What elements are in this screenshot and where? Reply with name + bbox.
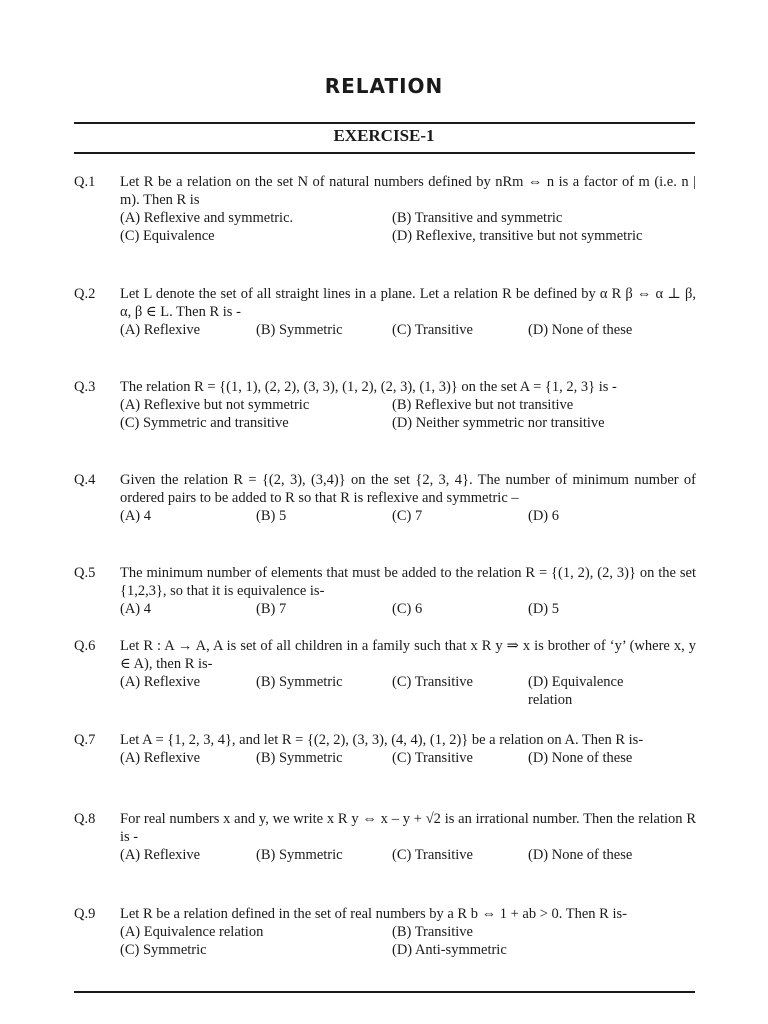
question-5 xyxy=(74,564,696,618)
exercise-heading: EXERCISE-1 xyxy=(333,126,435,145)
option-c: (C) 7 xyxy=(392,508,423,524)
options xyxy=(120,749,696,767)
option-c: (C) Transitive xyxy=(392,322,473,338)
question-8 xyxy=(74,810,696,864)
option-d: (D) 6 xyxy=(528,508,560,524)
question-stem: For real numbers x and y, we write x R y ⇔ x – y + √2 is an irrational number. Then the relation R is - xyxy=(120,811,696,845)
question-4 xyxy=(74,471,696,525)
question-number: Q.3 xyxy=(74,379,96,395)
option-b: (B) 7 xyxy=(256,601,287,617)
question-number: Q.9 xyxy=(74,906,96,922)
option-c: (C) Symmetric and transitive xyxy=(120,415,289,431)
question-number: Q.8 xyxy=(74,811,96,827)
option-a: (A) Reflexive xyxy=(120,322,201,338)
header-rule-top xyxy=(74,122,695,124)
option-c: (C) 6 xyxy=(392,601,423,617)
option-d: (D) None of these xyxy=(528,750,633,766)
options xyxy=(120,321,696,339)
options xyxy=(120,673,696,709)
option-a: (A) 4 xyxy=(120,601,152,617)
question-2 xyxy=(74,285,696,339)
option-a: (A) Reflexive and symmetric. xyxy=(120,210,294,226)
question-1 xyxy=(74,173,696,245)
option-d: (D) None of these xyxy=(528,322,633,338)
question-stem: Let R be a relation defined in the set of real numbers by a R b ⇔ 1 + ab > 0. Then R is- xyxy=(120,906,627,922)
question-number: Q.6 xyxy=(74,638,96,654)
question-9 xyxy=(74,905,696,959)
option-c: (C) Symmetric xyxy=(120,942,207,958)
option-c: (C) Transitive xyxy=(392,750,473,766)
question-6 xyxy=(74,637,696,709)
question-number: Q.7 xyxy=(74,732,96,748)
option-a: (A) Equivalence relation xyxy=(120,924,264,940)
options xyxy=(120,507,696,525)
question-stem: Let R : A → A, A is set of all children in a family such that x R y ⇒ x is brother of ‘y’ (where x, y ∈ A), then R is- xyxy=(120,638,696,672)
header-rule-bottom xyxy=(74,152,695,154)
question-stem: Let R be a relation on the set N of natural numbers defined by nRm ⇔ n is a factor of m (i.e. n | m). Then R is xyxy=(120,174,696,208)
option-b: (B) Transitive and symmetric xyxy=(392,210,563,226)
question-stem: Given the relation R = {(2, 3), (3,4)} on the set {2, 3, 4}. The number of minimum number of ordered pairs to be added to R so that R is reflexive and symmetric – xyxy=(120,472,696,506)
option-b: (B) Symmetric xyxy=(256,674,343,690)
option-d: (D) Reflexive, transitive but not symmetric xyxy=(392,228,643,244)
options xyxy=(120,396,696,432)
option-d: (D) Equivalence relation xyxy=(528,674,624,708)
option-c: (C) Equivalence xyxy=(120,228,215,244)
option-b: (B) Symmetric xyxy=(256,322,343,338)
option-a: (A) Reflexive but not symmetric xyxy=(120,397,310,413)
option-a: (A) Reflexive xyxy=(120,847,201,863)
option-a: (A) Reflexive xyxy=(120,750,201,766)
question-7 xyxy=(74,731,696,767)
page-title: RELATION xyxy=(324,74,444,98)
question-number: Q.5 xyxy=(74,565,96,581)
question-stem: The minimum number of elements that must be added to the relation R = {(1, 2), (2, 3)} on the set {1,2,3}, so that it is equivalence is- xyxy=(120,565,696,599)
option-d: (D) Anti-symmetric xyxy=(392,942,507,958)
option-b: (B) Transitive xyxy=(392,924,473,940)
option-b: (B) Reflexive but not transitive xyxy=(392,397,574,413)
options xyxy=(120,209,696,245)
option-c: (C) Transitive xyxy=(392,847,473,863)
option-b: (B) Symmetric xyxy=(256,847,343,863)
option-d: (D) None of these xyxy=(528,847,633,863)
options xyxy=(120,846,696,864)
options xyxy=(120,600,696,618)
question-stem: The relation R = {(1, 1), (2, 2), (3, 3), (1, 2), (2, 3), (1, 3)} on the set A = {1, 2, 3} is - xyxy=(120,379,617,395)
option-d: (D) 5 xyxy=(528,601,560,617)
question-3 xyxy=(74,378,696,432)
option-b: (B) 5 xyxy=(256,508,287,524)
option-a: (A) 4 xyxy=(120,508,152,524)
footer-rule xyxy=(74,991,695,993)
question-number: Q.1 xyxy=(74,174,96,190)
option-c: (C) Transitive xyxy=(392,674,473,690)
option-b: (B) Symmetric xyxy=(256,750,343,766)
option-a: (A) Reflexive xyxy=(120,674,201,690)
question-stem: Let L denote the set of all straight lines in a plane. Let a relation R be defined by α R β ⇔ α ⊥ β, α, β ∈ L. Then R is - xyxy=(120,286,696,320)
option-d: (D) Neither symmetric nor transitive xyxy=(392,415,605,431)
question-stem: Let A = {1, 2, 3, 4}, and let R = {(2, 2), (3, 3), (4, 4), (1, 2)} be a relation on A. Then R is- xyxy=(120,732,644,748)
question-number: Q.4 xyxy=(74,472,96,488)
options xyxy=(120,923,696,959)
question-number: Q.2 xyxy=(74,286,96,302)
